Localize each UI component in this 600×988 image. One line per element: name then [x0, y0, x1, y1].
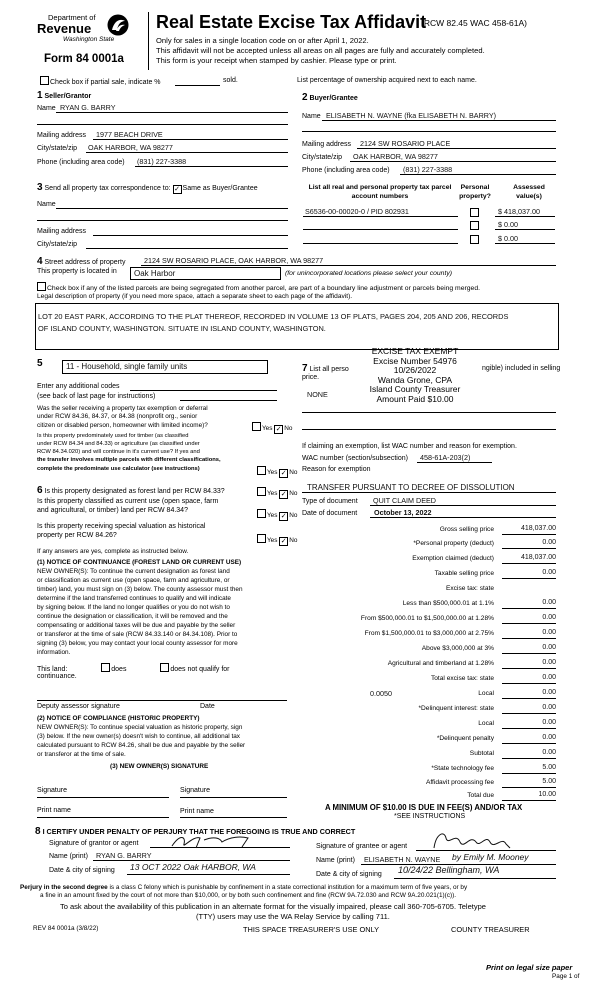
- seller-name-label: Name: [37, 105, 56, 112]
- grantee-date-label: Date & city of signing: [316, 871, 382, 878]
- new-owner-print-label: Print name: [37, 807, 71, 814]
- header-note-3: This form is your receipt when stamped by cashier. Please type or print.: [156, 56, 397, 65]
- access-line-2: (TTY) users may use the WA Relay Service by calling 711.: [196, 912, 390, 921]
- notice1-title: (1) NOTICE OF CONTINUANCE (FOREST LAND OR CURRENT USE): [37, 559, 242, 566]
- historic-question: property per RCW 84.26?: [37, 532, 117, 539]
- unincorporated-note: (for unincorporated locations please select your county): [285, 270, 452, 277]
- tax-value[interactable]: 5.00: [542, 764, 556, 771]
- wac-value[interactable]: 458-61A-203(2): [420, 453, 471, 462]
- seller-heading: 1 Seller/Grantor: [37, 90, 92, 101]
- stamp-line: Island County Treasurer: [369, 384, 461, 394]
- reason-label: Reason for exemption: [302, 466, 371, 473]
- tax-value[interactable]: 0.00: [542, 599, 556, 606]
- ownership-label: List percentage of ownership acquired next to each name.: [297, 77, 477, 84]
- grantee-name-label: Name (print): [316, 857, 355, 864]
- exemption-question: under RCW 84.36, 84.37, or 84.38 (nonprofit org., senior: [37, 413, 198, 420]
- historic-yes-no: Yes ✓ No: [257, 534, 297, 546]
- tax-value[interactable]: 0.00: [542, 629, 556, 636]
- timber-question: under RCW 84.34 and 84.33) or agriculture (as classified under: [37, 441, 200, 447]
- treasurer-use: THIS SPACE TREASURER'S USE ONLY: [243, 925, 380, 934]
- timber-question: the transfer involves multiple parcels with different classifications,: [37, 457, 221, 463]
- stamp-line: EXCISE TAX EXEMPT: [371, 346, 459, 356]
- tax-value[interactable]: 0.00: [542, 614, 556, 621]
- section5-number: 5: [37, 358, 43, 369]
- tax-value[interactable]: 0.00: [542, 689, 556, 696]
- minimum-note: A MINIMUM OF $10.00 IS DUE IN FEE(S) AND/OR TAX: [325, 803, 523, 812]
- checkbox-icon[interactable]: [101, 663, 110, 672]
- header-note-2: This affidavit will not be accepted unless all areas on all pages are fully and accurately completed.: [156, 46, 485, 55]
- sold-label: sold.: [223, 77, 238, 84]
- tax-value[interactable]: 0.00: [542, 719, 556, 726]
- form-number: Form 84 0001a: [44, 53, 124, 65]
- answers-note: If any answers are yes, complete as instructed below.: [37, 548, 189, 555]
- tax-value[interactable]: 10.00: [538, 791, 556, 798]
- buyer-city-label: City/state/zip: [302, 154, 343, 161]
- seller-phone[interactable]: (831) 227-3388: [137, 157, 187, 166]
- perjury-line-2: a fine in an amount fixed by the court of not more than $10,000, or by both such confinement and fine (RCW 9A.72.030 and RCW 9A.20.021(1)(c)).: [40, 892, 456, 899]
- grantee-signature: [430, 828, 540, 854]
- personal-property-value[interactable]: NONE: [307, 390, 328, 399]
- new-owner-sig-label-2: Signature: [180, 787, 210, 794]
- timber-question: RCW 84.34.020) and will continue in it's current use? If yes and: [37, 449, 200, 455]
- personal-header: Personal property?: [459, 184, 491, 200]
- dept-label: Department of: [48, 13, 96, 22]
- seller-city-label: City/state/zip: [37, 145, 78, 152]
- checkbox-icon[interactable]: [470, 235, 479, 244]
- checkbox-checked-icon[interactable]: ✓: [280, 538, 287, 545]
- state-label: Washington State: [63, 36, 115, 43]
- buyer-heading: 2 Buyer/Grantee: [302, 92, 358, 103]
- forest-yes-no: Yes ✓ No: [257, 487, 297, 499]
- checkbox-icon[interactable]: [470, 208, 479, 217]
- section7-label-c: price.: [302, 374, 320, 381]
- stamp-line: Wanda Grone, CPA: [377, 374, 453, 385]
- checkbox-icon[interactable]: [257, 466, 266, 475]
- section3-city-label: City/state/zip: [37, 241, 78, 248]
- assessed-value[interactable]: $ 418,037.00: [498, 207, 540, 216]
- page-title: Real Estate Excise Tax Affidavit: [156, 12, 427, 32]
- buyer-phone[interactable]: (831) 227-3388: [403, 165, 453, 174]
- local-rate[interactable]: 0.0050: [370, 689, 392, 698]
- tax-value[interactable]: 0.00: [542, 734, 556, 741]
- tax-value[interactable]: 5.00: [542, 778, 556, 785]
- grantor-name-label: Name (print): [49, 853, 88, 860]
- checkbox-icon[interactable]: [257, 534, 266, 543]
- timber-yes-no: Yes ✓ No: [257, 466, 297, 478]
- revenue-logo: [33, 13, 133, 49]
- tax-value[interactable]: 0.00: [542, 704, 556, 711]
- grantor-date-label: Date & city of signing: [49, 867, 115, 874]
- revenue-label: Revenue: [37, 21, 92, 36]
- additional-codes-sub: (see back of last page for instructions): [37, 393, 156, 400]
- timber-question: Is this property predominately used for timber (as classified: [37, 433, 189, 439]
- access-line-1: To ask about the availability of this publication in an alternate format for the visually impaired, please call 360-705-6705. Teletype: [60, 902, 486, 911]
- checkbox-checked-icon[interactable]: ✓: [174, 186, 180, 193]
- notice2-title: (2) NOTICE OF COMPLIANCE (HISTORIC PROPERTY): [37, 715, 200, 722]
- doc-date-value[interactable]: October 13, 2022: [374, 508, 432, 517]
- assessed-value[interactable]: $ 0.00: [498, 220, 518, 229]
- segregated-row: Check box if any of the listed parcels are being segregated from another parcel, are part of a boundary line adjustment or parcels being merged.: [37, 282, 480, 292]
- buyer-mailing[interactable]: 2124 SW ROSARIO PLACE: [360, 139, 451, 148]
- excise-exempt-stamp: [360, 347, 470, 404]
- exemption-question: citizen or disabled person, homeowner with limited income)?: [37, 422, 208, 429]
- buyer-city[interactable]: OAK HARBOR, WA 98277: [353, 152, 438, 161]
- partial-sale-label: Check box if partial sale, indicate %: [50, 79, 161, 86]
- rev-number: REV 84 0001a (3/8/22): [33, 925, 99, 932]
- street-value[interactable]: 2124 SW ROSARIO PLACE, OAK HARBOR, WA 98277: [144, 256, 324, 265]
- grantor-sig-label: Signature of grantor or agent: [49, 840, 139, 847]
- buyer-name[interactable]: ELISABETH N. WAYNE (fka ELISABETH N. BARRY): [326, 111, 497, 120]
- grantee-date[interactable]: 10/24/22 Bellingham, WA: [398, 865, 500, 875]
- exemption-question: Was the seller receiving a property tax exemption or deferral: [37, 405, 208, 412]
- parcel-number[interactable]: S6536-00-00020-0 / PID 802931: [305, 207, 409, 216]
- reason-value[interactable]: TRANSFER PURSUANT TO DECREE OF DISSOLUTION: [307, 483, 515, 492]
- checkbox-icon[interactable]: [37, 282, 46, 291]
- title-ref: (RCW 82.45 WAC 458-61A): [421, 18, 527, 28]
- timber-question: complete the predominate use calculator (see instructions): [37, 466, 200, 472]
- new-owner-sig-title: (3) NEW OWNER(S) SIGNATURE: [110, 763, 209, 770]
- seller-mailing-label: Mailing address: [37, 132, 87, 139]
- assessed-value[interactable]: $ 0.00: [498, 234, 518, 243]
- partial-sale-row: [40, 76, 161, 86]
- wac-claim-label: If claiming an exemption, list WAC number and reason for exemption.: [302, 443, 517, 450]
- continuance-label: continuance.: [37, 673, 77, 680]
- current-use-yes-no: Yes ✓ No: [257, 509, 297, 521]
- tax-value[interactable]: 0.00: [542, 569, 556, 576]
- header-note-1: Only for sales in a single location code on or after April 1, 2022.: [156, 36, 369, 45]
- additional-codes-label: Enter any additional codes: [37, 383, 120, 390]
- located-label: This property is located in: [37, 268, 117, 275]
- grantee-sig-label: Signature of grantee or agent: [316, 843, 408, 850]
- forest-question: 6 Is this property designated as forest land per RCW 84.33?: [37, 485, 225, 496]
- tax-value[interactable]: 0.00: [542, 644, 556, 651]
- grantor-name[interactable]: RYAN G. BARRY: [96, 851, 152, 860]
- legal-description-box[interactable]: LOT 20 EAST PARK, ACCORDING TO THE PLAT THEREOF, RECORDED IN VOLUME 13 OF PLATS, PAGES 204, 205 AND 206, RECORDS OF ISLAND COUNTY, WASHINGTON. SITUATE IN ISLAND COUNTY, WASHINGTON.: [35, 303, 559, 350]
- seller-mailing[interactable]: 1977 BEACH DRIVE: [96, 130, 163, 139]
- checkbox-checked-icon[interactable]: ✓: [280, 470, 287, 477]
- buyer-name-label: Name: [302, 113, 321, 120]
- checkbox-checked-icon[interactable]: ✓: [275, 426, 282, 433]
- location-select[interactable]: Oak Harbor: [130, 267, 281, 280]
- buyer-phone-label: Phone (including area code): [302, 167, 390, 174]
- seller-city[interactable]: OAK HARBOR, WA 98277: [88, 143, 173, 152]
- section3-mailing-label: Mailing address: [37, 228, 87, 235]
- legal-label: Legal description of property (if you need more space, attach a separate sheet to each page of the affidavit).: [37, 293, 353, 300]
- new-owner-sig-label: Signature: [37, 787, 67, 794]
- grantee-name-extra[interactable]: by Emily M. Mooney: [452, 852, 529, 862]
- checkbox-icon[interactable]: [160, 663, 169, 672]
- section3-row: 3 Send all property tax correspondence to: ✓ Same as Buyer/Grantee: [37, 182, 258, 193]
- tax-value[interactable]: 0.00: [542, 674, 556, 681]
- tax-value[interactable]: 0.00: [542, 539, 556, 546]
- seller-phone-label: Phone (including area code): [37, 159, 125, 166]
- print-legal: Print on legal size paper: [486, 963, 573, 972]
- use-code-select[interactable]: 11 - Household, single family units: [62, 360, 268, 374]
- wa-revenue-logo-icon: [107, 13, 129, 37]
- grantor-date[interactable]: 13 OCT 2022 Oak HARBOR, WA: [130, 862, 256, 872]
- exemption-yes-no: Yes ✓ No: [252, 422, 292, 434]
- checkbox-icon[interactable]: [40, 76, 49, 85]
- assessed-header: Assessed value(s): [513, 184, 545, 200]
- checkbox-checked-icon[interactable]: ✓: [280, 491, 287, 498]
- buyer-mailing-label: Mailing address: [302, 141, 352, 148]
- new-owner-print-label-2: Print name: [180, 808, 214, 815]
- street-label: 4 Street address of property: [37, 256, 126, 267]
- section7-label-b: ngible) included in selling: [482, 365, 561, 372]
- grantor-signature: [170, 832, 260, 850]
- checkbox-checked-icon[interactable]: ✓: [280, 513, 287, 520]
- stamp-line: Excise Number 54976: [373, 355, 457, 366]
- doc-type-label: Type of document: [302, 498, 358, 505]
- checkbox-icon[interactable]: [252, 422, 261, 431]
- stamp-line: Amount Paid $10.00: [376, 393, 454, 404]
- seller-name[interactable]: RYAN G. BARRY: [60, 103, 116, 112]
- perjury-line-1: Perjury in the second degree is a class C felony which is punishable by confinement in a state correctional institution for a maximum term of five years, or by: [20, 884, 468, 891]
- wac-label: WAC number (section/subsection): [302, 455, 408, 462]
- section7-label: 7 List all perso: [302, 363, 349, 374]
- see-instructions: *SEE INSTRUCTIONS: [394, 813, 466, 820]
- grantee-name[interactable]: ELISABETH N. WAYNE: [364, 855, 441, 864]
- tax-value[interactable]: 0.00: [542, 659, 556, 666]
- tax-value[interactable]: 0.00: [542, 749, 556, 756]
- stamp-line: 10/26/2022: [393, 365, 437, 375]
- current-use-question: Is this property classified as current use (open space, farm: [37, 498, 219, 505]
- current-use-question: and agricultural, or timber) land per RCW 84.34?: [37, 507, 188, 514]
- assessor-date-label: Date: [200, 703, 215, 710]
- tax-value[interactable]: 418,037.00: [520, 525, 556, 532]
- page-number: Page 1 of: [552, 973, 580, 980]
- assessor-sig-label: Deputy assessor signature: [37, 703, 120, 710]
- this-land-row: This land: does does not qualify for: [37, 663, 230, 673]
- doc-date-label: Date of document: [302, 510, 358, 517]
- parcels-header: List all real and personal property tax parcel account numbers: [308, 184, 452, 200]
- checkbox-icon[interactable]: [257, 487, 266, 496]
- section3-name-label: Name: [37, 201, 56, 208]
- county-treasurer: COUNTY TREASURER: [451, 925, 530, 934]
- tax-value[interactable]: 418,037.00: [520, 554, 556, 561]
- checkbox-icon[interactable]: [470, 221, 479, 230]
- doc-type-value[interactable]: QUIT CLAIM DEED: [373, 496, 436, 505]
- certify-heading: 8 I CERTIFY UNDER PENALTY OF PERJURY THAT THE FOREGOING IS TRUE AND CORRECT: [35, 826, 356, 837]
- historic-question: Is this property receiving special valuation as historical: [37, 523, 206, 530]
- checkbox-icon[interactable]: [257, 509, 266, 518]
